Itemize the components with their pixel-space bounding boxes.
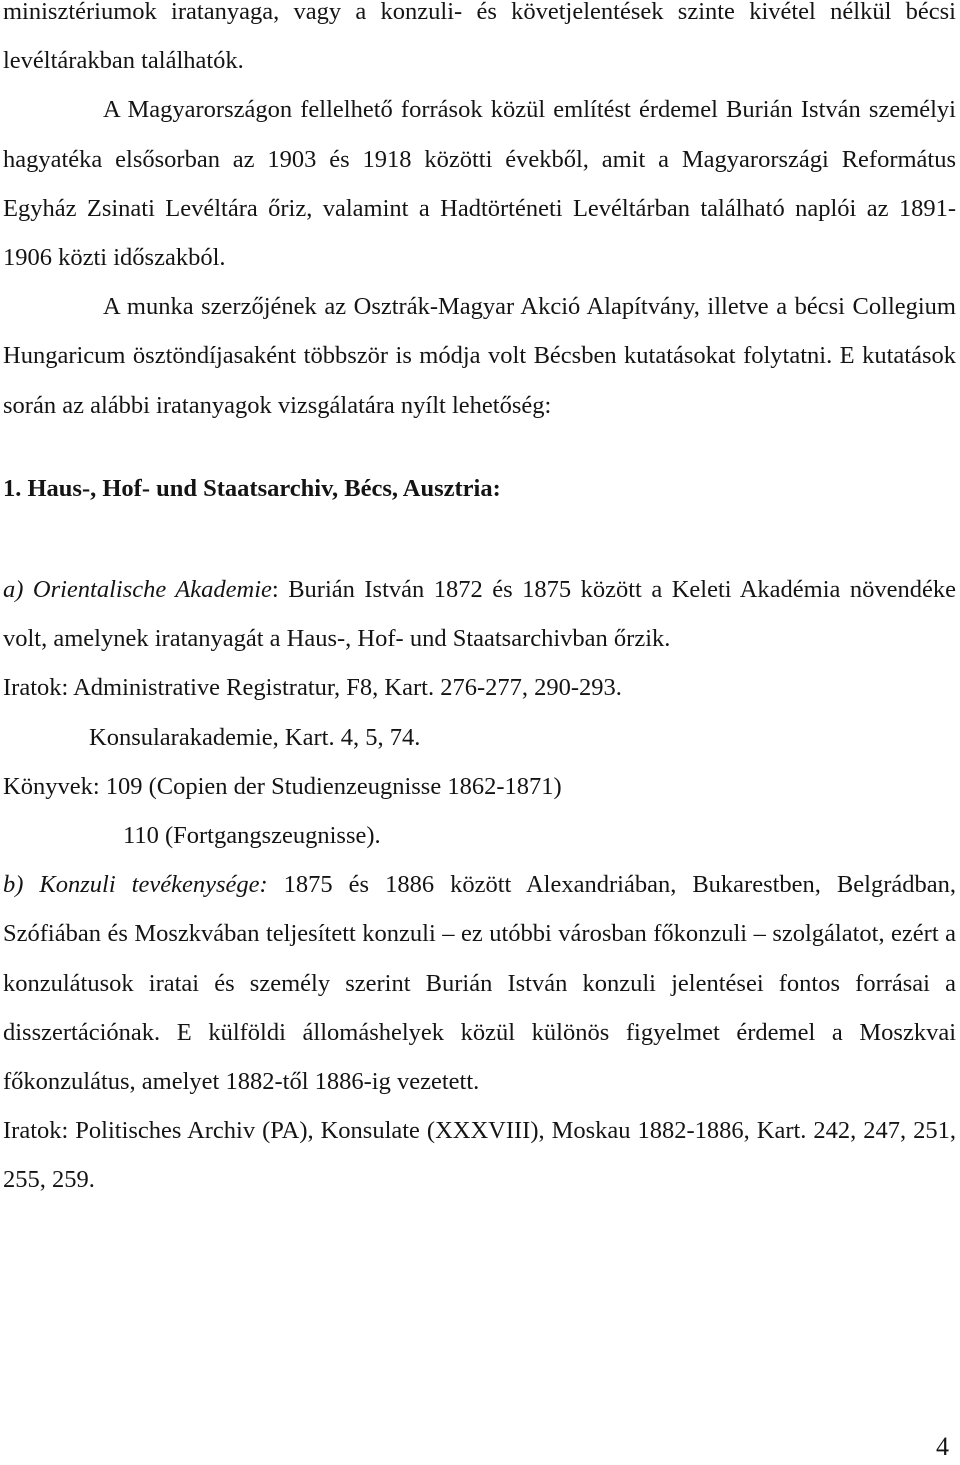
label-orientalische-akademie: a) Orientalische Akademie	[3, 576, 272, 604]
konyvek-line-copien: Könyvek: 109 (Copien der Studienzeugnisse 1862-1871)	[3, 772, 562, 800]
document-page	[3, 0, 956, 1205]
konyvek-line-fortgang: 110 (Fortgangszeugnisse).	[123, 822, 381, 850]
text-konzuli-tevekenysege: 1875 és 1886 között Alexandriában, Bukarestben, Belgrádban, Szófiában és Moszkvában teljesített konzuli – ez utóbbi városban főkonzuli – szolgálatot, ezért a konzulátusok iratai és személy szerint Burián István konzuli jelentései fontos forrásai a disszertációnak. E külföldi állomáshelyek közül különös figyelmet érdemel a Moszkvai főkonzulátus, amelyet 1882-től 1886-ig vezetett.	[3, 871, 956, 1096]
paragraph-vienna-research: A munka szerzőjének az Osztrák-Magyar Akció Alapítvány, illetve a bécsi Collegium Hungaricum ösztöndíjasaként többször is módja volt Bécsben kutatásokat folytatni. E kutatások során az alábbi iratanyagok vizsgálatára nyílt lehetőség:	[3, 293, 956, 419]
iratok-politisches-archiv: Iratok: Politisches Archiv (PA), Konsulate (XXXVIII), Moskau 1882-1886, Kart. 242, 247, 251, 255, 259.	[3, 1117, 956, 1194]
label-konzuli-tevekenysege: b) Konzuli tevékenysége:	[3, 871, 268, 899]
paragraph-konzuli-tevekenysege	[3, 860, 956, 1106]
text-orientalische-akademie: : Burián István 1872 és 1875 között a Keleti Akadémia növendéke volt, amelynek iratanyagát a Haus-, Hof- und Staatsarchivban őrzik.	[3, 576, 956, 653]
paragraph-orientalische-akademie	[3, 565, 956, 663]
page-number: 4	[936, 1432, 949, 1461]
iratok-line-administrative: Iratok: Administrative Registratur, F8, Kart. 276-277, 290-293.	[3, 674, 622, 702]
paragraph-hungarian-sources: A Magyarországon fellelhető források közül említést érdemel Burián István személyi hagyatéka elsősorban az 1903 és 1918 közötti évekből, amit a Magyarországi Református Egyház Zsinati Levéltára őriz, valamint a Hadtörténeti Levéltárban található naplói az 1891-1906 közti időszakból.	[3, 96, 956, 272]
section-heading-haus-hof-staatsarchiv: 1. Haus-, Hof- und Staatsarchiv, Bécs, Ausztria:	[3, 474, 501, 502]
paragraph-archives-intro: minisztériumok iratanyaga, vagy a konzuli- és követjelentések szinte kivétel nélkül bécsi levéltárakban találhatók.	[3, 0, 956, 75]
iratok-line-konsularakademie: Konsularakademie, Kart. 4, 5, 74.	[89, 723, 421, 751]
